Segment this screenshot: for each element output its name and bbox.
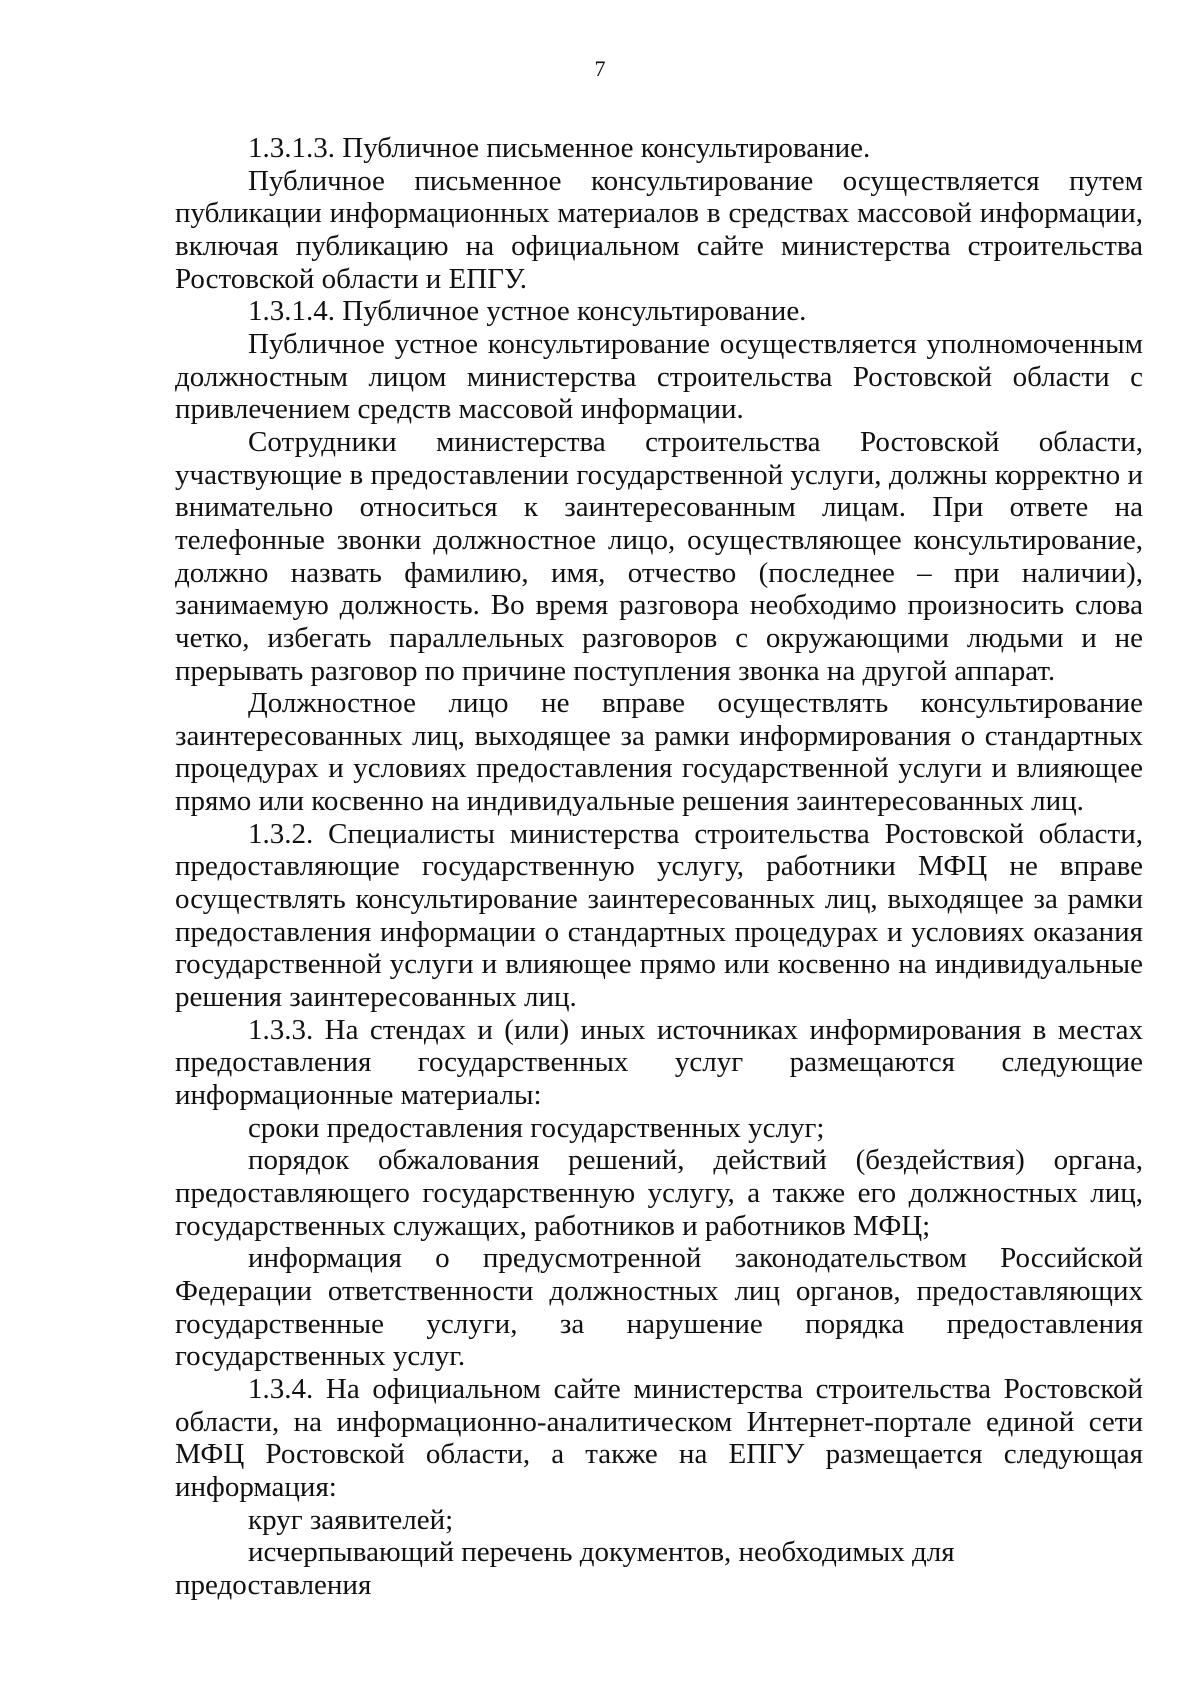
heading-1-3-1-3: 1.3.1.3. Публичное письменное консультирование. (248, 132, 871, 164)
paragraph-employees-conduct: Сотрудники министерства строительства Ростовской области, участвующие в предоставлении государственной услуги, должны корректно и внимательно относиться к заинтересованным лицам. При ответе на телефонные звонки должностное лицо, осуществляющее консультирование, должно назвать фамилию, имя, отчество (последнее – при наличии), занимаемую должность. Во время разговора необходимо произносить слова четко, избегать параллельных разговоров с окружающими людьми и не прерывать разговор по причине поступления звонка на другой аппарат. (175, 425, 1143, 687)
document-body (175, 132, 1143, 1602)
list-item-appeal-procedure: порядок обжалования решений, действий (бездействия) органа, предоставляющего государственную услугу, а также его должностных лиц, государственных служащих, работников и работников МФЦ; (175, 1144, 1143, 1242)
paragraph-1-3-2: 1.3.2. Специалисты министерства строительства Ростовской области, предоставляющие государственную услугу, работники МФЦ не вправе осуществлять консультирование заинтересованных лиц, выходящее за рамки предоставления информации о стандартных процедурах и условиях оказания государственной услуги и влияющее прямо или косвенно на индивидуальные решения заинтересованных лиц. (175, 817, 1143, 1014)
paragraph-official-limits: Должностное лицо не вправе осуществлять консультирование заинтересованных лиц, выходящее за рамки информирования о стандартных процедурах и условиях предоставления государственной услуги и влияющее прямо или косвенно на индивидуальные решения заинтересованных лиц. (175, 687, 1143, 818)
heading-1-3-1-4: 1.3.1.4. Публичное устное консультирование. (248, 295, 807, 328)
paragraph-public-oral-consulting: Публичное устное консультирование осуществляется уполномоченным должностным лицом министерства строительства Ростовской области с привлечением средств массовой информации. (175, 327, 1143, 426)
list-item-documents: исчерпывающий перечень документов, необходимых для предоставления (175, 1536, 955, 1601)
paragraph-1-3-3: 1.3.3. На стендах и (или) иных источниках информирования в местах предоставления государственных услуг размещаются следующие информационные материалы: (175, 1013, 1143, 1112)
paragraph-1-3-4: 1.3.4. На официальном сайте министерства строительства Ростовской области, на информационно-аналитическом Интернет-портале единой сети МФЦ Ростовской области, а также на ЕПГУ размещается следующая информация: (175, 1372, 1143, 1503)
page-number: 7 (594, 56, 606, 81)
list-item-liability-info: информация о предусмотренной законодательством Российской Федерации ответственности должностных лиц органов, предоставляющих государственные услуги, за нарушение порядка предоставления государственных услуг. (175, 1242, 1143, 1373)
list-item-deadlines: сроки предоставления государственных услуг; (248, 1111, 825, 1144)
list-item-applicants: круг заявителей; (248, 1503, 454, 1536)
paragraph-public-written-consulting: Публичное письменное консультирование осуществляется путем публикации информационных материалов в средствах массовой информации, включая публикацию на официальном сайте министерства строительства Ростовской области и ЕПГУ. (175, 164, 1143, 295)
